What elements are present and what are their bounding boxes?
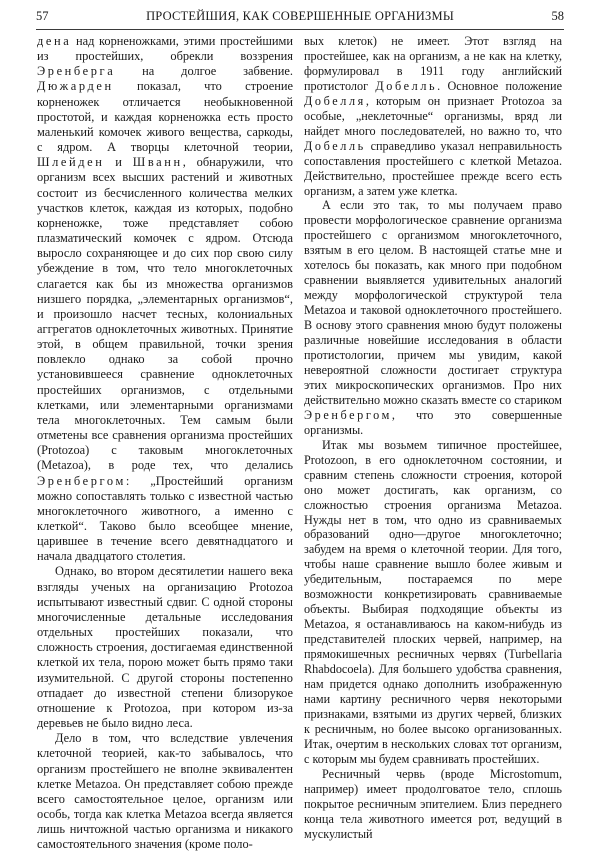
name-spaced: Эренбергом [304,407,392,422]
text-span: справедливо указал неправильность сопоставления простейшего с клеткой Metazoa. Действительно, простейшее прежде всего есть организм, а затем уже клетка. [304,138,562,198]
text-span: над корненожками, этими простейшими из простейших, обрекли воззрения [37,34,293,64]
name-spaced: Дюжарден [37,79,114,94]
page-number-right: 58 [551,9,564,23]
name-spaced: Эренбергом [37,473,126,488]
paragraph: Итак мы возьмем типичное простейшее, Protozoon, в его одноклеточном состоянии, и сравним степень сложности строения, которой оно может достигать, как организм, со сложностью строения организма Metazoa. Нужды нет в том, что одно из сравниваемых образований одно—другое многоклеточно; забудем на время о клеточной теории. Для того, чтобы наше сравнение вышло более живым и убедительным, постараемся по мере возможности конкретизировать сравниваемые объекты. Выбирая подходящие объекты из Metazoa, я останавливаюсь на каком-нибудь из представителей плоских червей, например, на прямокишечных ресничных червях (Turbellaria Rhabdocoela). Для большего удобства сравнения, нам придется однако дополнить изображенную нами картину ресничного червя некоторыми признаками, взятыми из других червей, близких к ресничным, но более высоко организованных. Итак, очертим в нескольких словах тот организм, с которым мы будем сравнивать простейших. [304,437,562,766]
page-number-left: 57 [36,9,49,23]
text-span: и [104,155,133,170]
text-span: дена [37,34,72,48]
text-span: на долгое забвение. [115,64,293,79]
text-span: показал, что строение корненожек отличается необыкновенной простотой, и каждая корненожка есть просто маленький комочек живого вещества, саркоды, с ядром. А творцы клеточной теории, [37,79,293,155]
page-header [36,7,564,25]
name-spaced: Добелля [304,93,366,108]
text-span: , которым он признает Protozoa за особые, „неклеточные“ организмы, вряд ли найдет много последователей, но важно то, что [304,93,562,138]
text-span: вых клеток) не имеет. Этот взгляд на простейшее, как на организм, а не как на клетку, формулировал в 1911 году английский протистолог [304,34,562,93]
header-rule [36,29,564,30]
paragraph: Ресничный червь (вроде Microstomum, например) имеет продолговатое тело, сплошь покрытое ресничным эпителием. Близ переднего конца тела животного имеется рот, ведущий в мускулистый [304,766,562,841]
running-title: ПРОСТЕЙШИЯ, КАК СОВЕРШЕННЫЕ ОРГАНИЗМЫ [146,9,454,23]
paragraph [304,198,562,437]
paragraph [304,34,562,198]
left-column [37,34,293,852]
text-span: , обнаружили, что организм всех высших растений и животных состоит из бесчисленного количества мелких участков клеток, каждая из которых, подобно корненожке, тоже представляет собою плазматический комочек с ядром. Отсюда выросло сохраняющее и до сих пор свою силу убеждение в том, что тело многоклеточных слагается как бы из множества организмов низшего порядка, „элементарных организмов“, и произошло насчет тесных, колониальных аггрегатов одноклеточных животных. Принятие этой, в общем правильной, точки зрения повлекло однако за собой прочно установившееся сравнение одноклеточных простейших организмов, с отдельными клетками, или элементарными организмами тела многоклеточных. Тем самым были отметены все сравнения организма простейших (Protozoa) с таковым многоклеточных (Metazoa), в роде тех, что делались [37,155,293,473]
name-spaced: Шлейден [37,155,105,170]
name-spaced: Добелль [375,78,438,93]
paragraph [37,34,293,564]
name-spaced: Шванн [132,155,183,170]
text-span: : „Простейший организм можно сопоставлять только с известной частью многоклеточного животного, а именно с клеткой“. Таково было всеобщее мнение, царившее в течение всего девятнадцатого и начала двадцатого столетия. [37,473,293,564]
text-span: , что это совершенные организмы. [304,407,562,437]
right-column [304,34,562,841]
name-spaced: Эренберга [37,64,116,79]
paragraph: Дело в том, что вследствие увлечения клеточной теорией, как-то забывалось, что организм простейшего не вполне эквивалентен клетке Metazoa. Он представляет собою прежде всего самостоятельное целое, организм или особь, тогда как клетка Metazoa всегда является лишь ничтожной частью организма и никакого самостоятельного значения (кроме поло- [37,731,293,852]
text-span: А если это так, то мы получаем право провести морфологическое сравнение организма простейшего с организмом многоклеточного, взятым в его целом. В настоящей статье мне и хотелось бы показать, как много при подобном сравнении выявляется удивительных аналогий между морфологической структурой тела Metazoa и таковой одноклеточного простейшего. В основу этого сравнения мною будут положены различные новейшие исследования в области протистологии, причем мы увидим, какой невероятной сложности достигает структура этих микроскопических организмов. Про них действительно можно сказать вместе со стариком [304,198,562,407]
name-spaced: Добелль [304,138,366,153]
text-span: . Основное положение [437,78,562,93]
paragraph: Однако, во втором десятилетии нашего века взгляды ученых на организацию Protozoa испытывают известный сдвиг. С одной стороны многочисленные детальные исследования отдельных простейших показали, что сложность строения, достигаемая единственной клеткой их тела, порою может быть прямо таки изумительной. С другой стороны постепенно отпадает до известной степени близорукое отношение к Protozoa, при котором из-за деревьев не было видно леса. [37,564,293,731]
